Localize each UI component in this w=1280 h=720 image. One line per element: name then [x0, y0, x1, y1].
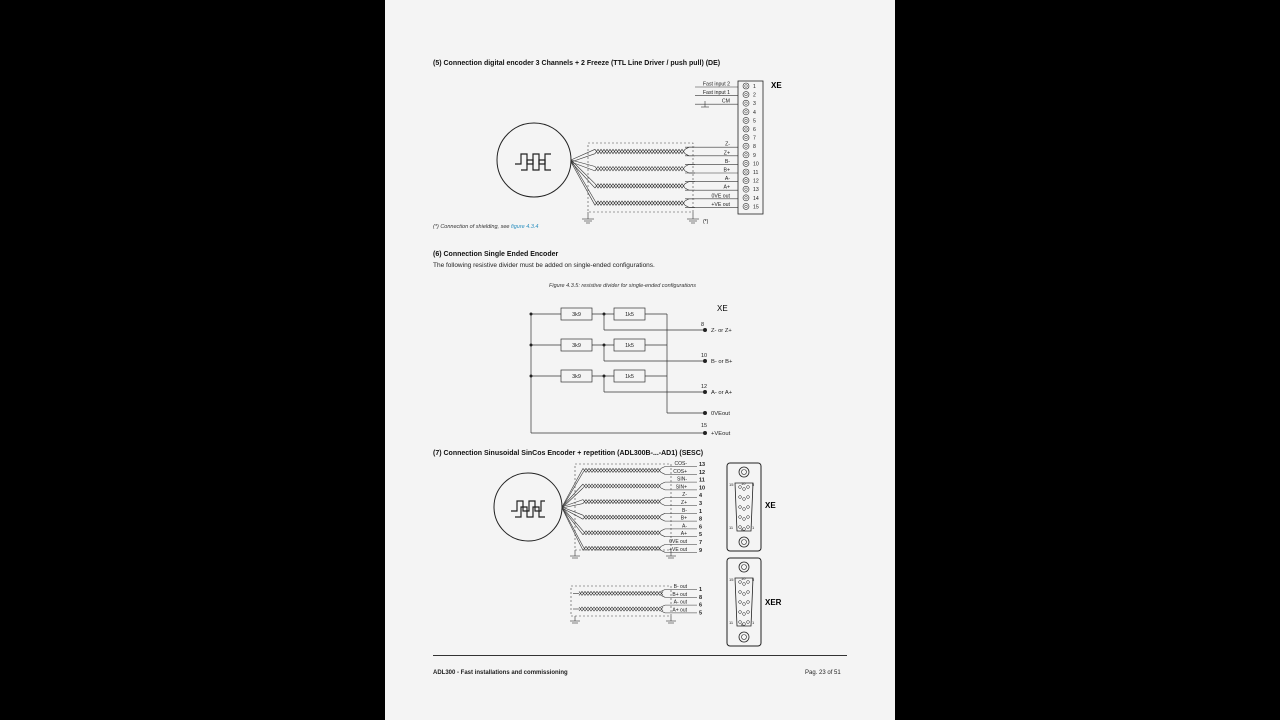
- terminal-screw: [743, 92, 749, 98]
- svg-text:5: 5: [752, 482, 755, 487]
- pin-number: 7: [699, 540, 703, 546]
- terminal-screw: [743, 109, 749, 115]
- pin-number: 4: [699, 493, 703, 500]
- signal-label: B- out: [673, 584, 687, 590]
- encoder-symbol-7: [494, 473, 562, 541]
- signal-label: A- out: [673, 599, 687, 606]
- signal-label: A+: [723, 184, 730, 191]
- pin-number: 4: [753, 109, 756, 116]
- signal-label: B-: [724, 158, 730, 165]
- signal-label: Z-: [725, 141, 730, 148]
- terminal-screw: [743, 160, 749, 166]
- terminal-screw: [743, 152, 749, 158]
- signal-label: +VE out: [669, 546, 687, 553]
- section-6-text: The following resistive divider must be added on single-ended configurations.: [433, 262, 655, 269]
- pin-number: 10: [701, 353, 708, 359]
- signal-label: Fast input 1: [702, 90, 730, 97]
- figure-caption: Figure 4.3.5: resistive divider for single-ended configurations: [549, 283, 697, 289]
- resistor-value: 3k9: [572, 374, 581, 380]
- footer-rule: [433, 655, 847, 656]
- pin-label: A- or A+: [711, 390, 733, 396]
- svg-text:1: 1: [752, 525, 755, 530]
- xer-dsub-connector: [727, 558, 761, 646]
- pin-number: 13: [699, 462, 706, 468]
- terminal-screw: [743, 143, 749, 149]
- pin-number: 6: [753, 127, 756, 133]
- signal-label: SIN-: [677, 476, 687, 483]
- pin-number: 1: [699, 587, 703, 593]
- svg-text:11: 11: [729, 525, 734, 530]
- resistor-value: 3k9: [572, 343, 581, 349]
- svg-text:15: 15: [729, 482, 734, 487]
- pin-number: 13: [753, 187, 759, 194]
- pin-number: 2: [753, 92, 756, 99]
- terminal-screw: [743, 117, 749, 123]
- pin-number: 1: [753, 84, 756, 90]
- footer-title: ADL300 - Fast installations and commissioning: [433, 670, 568, 676]
- signal-label: SIN+: [675, 484, 687, 491]
- pin-label: B- or B+: [711, 359, 733, 365]
- sincos-encoder-diagram: [485, 458, 795, 653]
- resistor-value: 1k5: [625, 343, 634, 349]
- pin-number: 9: [753, 152, 756, 159]
- pin-number: 6: [699, 602, 703, 609]
- pin-number: 11: [753, 170, 759, 176]
- terminal-screw: [743, 178, 749, 184]
- resistive-divider-diagram: [525, 298, 765, 440]
- pin-label: +VEout: [711, 431, 731, 437]
- pin-number: 5: [699, 610, 703, 617]
- signal-label: A+: [680, 531, 687, 538]
- document-page: [385, 0, 895, 720]
- svg-text:11: 11: [729, 620, 734, 625]
- signal-label: CM: [721, 98, 730, 105]
- signal-label: A+ out: [672, 607, 687, 614]
- signal-label: 0VE out: [711, 193, 730, 200]
- section-7-heading: (7) Connection Sinusoidal SinCos Encoder + repetition (ADL300B-...-AD1) (SESC): [433, 450, 704, 457]
- xe-label-5: XE: [771, 81, 782, 90]
- resistor-value: 3k9: [572, 312, 581, 318]
- pin-number: 5: [699, 532, 703, 539]
- shield-note: [433, 224, 539, 230]
- signal-label: Z+: [681, 500, 687, 506]
- page-number: Pag. 23 of 51: [805, 670, 841, 676]
- signal-label: COS+: [673, 468, 687, 475]
- svg-text:10: 10: [741, 481, 746, 486]
- svg-text:1: 1: [752, 620, 755, 625]
- terminal-screw: [743, 186, 749, 192]
- svg-text:6: 6: [741, 622, 744, 627]
- terminal-screw: [743, 169, 749, 175]
- terminal-screw: [743, 135, 749, 141]
- encoder-symbol: [497, 123, 571, 197]
- pin-number: 8: [699, 594, 703, 601]
- pin-number: 12: [753, 178, 759, 185]
- xe-terminal-block: [738, 81, 763, 214]
- resistor-value: 1k5: [625, 374, 634, 380]
- xe-label-7: XE: [765, 501, 776, 510]
- signal-label: A-: [724, 176, 730, 183]
- pin-number: 3: [753, 101, 756, 108]
- signal-label: Z-: [682, 492, 687, 499]
- terminal-screw: [743, 100, 749, 106]
- xer-label: XER: [765, 598, 782, 607]
- resistor-value: 1k5: [625, 312, 634, 318]
- pin-label: 0VEout: [711, 411, 731, 417]
- svg-text:10: 10: [741, 576, 746, 581]
- pin-number: 15: [701, 423, 708, 429]
- pin-number: 10: [699, 485, 706, 492]
- xe-dsub-connector: [727, 463, 761, 551]
- xe-label-6: XE: [717, 304, 728, 313]
- signal-label: Z+: [723, 150, 730, 157]
- signal-label: B+: [680, 515, 687, 522]
- pin-number: 12: [699, 469, 706, 476]
- terminal-screw: [743, 83, 749, 89]
- figure-link[interactable]: figure 4.3.4: [510, 224, 539, 230]
- svg-text:6: 6: [741, 527, 744, 532]
- section-5-heading: (5) Connection digital encoder 3 Channels + 2 Freeze (TTL Line Driver / push pull) (DE): [433, 60, 721, 67]
- signal-label: Fast input 2: [702, 81, 730, 88]
- pin-number: 8: [753, 144, 756, 151]
- signal-label: +VE out: [711, 201, 730, 208]
- pin-number: 8: [699, 516, 703, 523]
- signal-label: A-: [682, 523, 687, 530]
- terminal-screw: [743, 195, 749, 201]
- pin-number: 3: [699, 501, 703, 507]
- pin-number: 10: [753, 161, 759, 168]
- signal-label: B-: [682, 507, 687, 514]
- svg-text:5: 5: [752, 577, 755, 582]
- pin-number: 11: [699, 477, 705, 484]
- terminal-screw: [743, 126, 749, 132]
- digital-encoder-diagram: [485, 76, 795, 226]
- signal-label: B+: [723, 167, 730, 174]
- terminal-screw: [743, 203, 749, 209]
- shield-note-mark: (*): [703, 219, 709, 225]
- shield-note-text: (*) Connection of shielding, see: [433, 224, 511, 230]
- pin-number: 7: [753, 135, 756, 142]
- pin-number: 14: [753, 195, 759, 202]
- pin-number: 1: [699, 508, 703, 515]
- pin-number: 5: [753, 118, 756, 125]
- pin-number: 8: [701, 322, 705, 328]
- signal-label: COS-: [674, 461, 687, 467]
- svg-text:15: 15: [729, 577, 734, 582]
- pin-label: Z- or Z+: [711, 328, 732, 334]
- section-6-heading: (6) Connection Single Ended Encoder: [433, 251, 559, 258]
- pin-number: 9: [699, 547, 703, 554]
- pin-number: 15: [753, 204, 759, 211]
- pin-number: 6: [699, 524, 703, 531]
- signal-label: 0VE out: [669, 539, 687, 545]
- pin-number: 12: [701, 384, 708, 390]
- signal-label: B+ out: [672, 591, 687, 598]
